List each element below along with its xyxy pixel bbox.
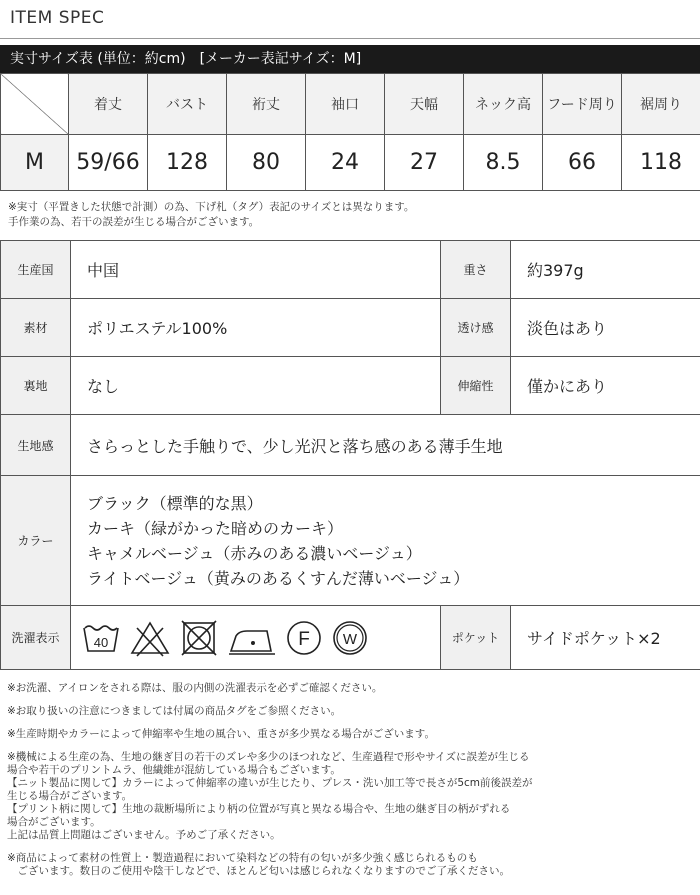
lining-label: 裏地 <box>1 357 71 415</box>
wash-40-icon <box>81 618 121 658</box>
size-cell: M <box>1 135 69 191</box>
note-line: 【プリント柄に関して】生地の裁断場所により柄の位置が写真と異なる場合や、生地の継ぎ目の柄がずれる <box>7 803 511 815</box>
column-header: 裄丈 <box>227 74 306 135</box>
stretch-value: 僅かにあり <box>511 357 700 415</box>
stretch-label: 伸縮性 <box>441 357 511 415</box>
wet-clean-w-icon <box>331 619 369 657</box>
measurement-cell: 128 <box>148 135 227 191</box>
measurement-cell: 24 <box>306 135 385 191</box>
column-header: バスト <box>148 74 227 135</box>
measurement-cell: 80 <box>227 135 306 191</box>
column-header: 裾周り <box>622 74 700 135</box>
spec-table <box>0 240 700 670</box>
texture-label: 生地感 <box>1 415 71 476</box>
color-list <box>71 476 700 606</box>
color-item: ライトベージュ（黄みのあるくすんだ薄いベージュ） <box>87 568 470 588</box>
material-value: ポリエステル100% <box>71 299 441 357</box>
note-line: ※お洗濯、アイロンをされる際は、服の内側の洗濯表示を必ずご確認ください。 <box>7 682 383 694</box>
note-line: ※商品によって素材の性質上・製造過程において染料などの特有の匂いが多少強く感じられるものも <box>7 852 478 864</box>
note-line: ※機械による生産の為、生地の継ぎ目の若干のズレや多少のほつれなど、生産過程で形やサイズに誤差が生じる <box>7 751 530 763</box>
measurement-cell: 118 <box>622 135 700 191</box>
weight-value: 約397g <box>511 241 700 299</box>
size-note <box>8 200 414 230</box>
note-line: ※お取り扱いの注意につきましては付属の商品タグをご参照ください。 <box>7 705 342 717</box>
table-row <box>1 299 700 357</box>
note-line: ※生産時期やカラーによって伸縮率や生地の風合い、重さが多少異なる場合がございます。 <box>7 728 435 740</box>
color-item: キャメルベージュ（赤みのある濃いベージュ） <box>87 543 422 563</box>
measurement-cell: 66 <box>543 135 622 191</box>
size-table-caption: 実寸サイズ表 (単位：約cm) [メーカー表記サイズ：M] <box>0 45 700 73</box>
section-header <box>0 0 700 40</box>
no-tumble-dry-icon <box>179 618 219 658</box>
note-line: 上記は品質上問題はございません。予めご了承ください。 <box>7 829 281 841</box>
table-row <box>1 606 700 670</box>
measurement-cell: 59/66 <box>69 135 148 191</box>
column-header: 着丈 <box>69 74 148 135</box>
wash-icons-cell <box>71 606 441 670</box>
sheer-label: 透け感 <box>441 299 511 357</box>
measurement-cell: 27 <box>385 135 464 191</box>
column-header: フード周り <box>543 74 622 135</box>
color-item: ブラック（標準的な黒） <box>87 493 263 513</box>
note-line: 場合がございます。 <box>7 816 101 828</box>
note-line: 場合や若干のプリントムラ、他繊維が混紡している場合もございます。 <box>7 764 341 776</box>
size-note-line: ※実寸（平置きした状態で計測）の為、下げ札（タグ）表記のサイズとは異なります。 <box>8 201 415 213</box>
column-header: ネック高 <box>464 74 543 135</box>
column-header: 袖口 <box>306 74 385 135</box>
size-table <box>0 45 700 191</box>
color-item: カーキ（緑がかった暗めのカーキ） <box>87 518 344 538</box>
color-label: カラー <box>1 476 71 606</box>
pocket-value: サイドポケット×2 <box>511 606 700 670</box>
dry-clean-letter: F <box>298 628 310 650</box>
pocket-label: ポケット <box>441 606 511 670</box>
lining-value: なし <box>71 357 441 415</box>
weight-label: 重さ <box>441 241 511 299</box>
iron-low-icon <box>227 618 277 658</box>
section-title: ITEM SPEC <box>10 8 105 28</box>
note-line: ございます。数日のご使用や陰干しなどで、ほとんど匂いは感じられなくなりますのでご了承ください。 <box>7 865 510 877</box>
table-row <box>1 476 700 606</box>
material-label: 素材 <box>1 299 71 357</box>
size-note-line: 手作業の為、若干の誤差が生じる場合がございます。 <box>8 216 260 228</box>
header-divider <box>0 38 700 39</box>
sheer-value: 淡色はあり <box>511 299 700 357</box>
note-line: 【ニット製品に関して】カラーによって伸縮率の違いが生じたり、プレス・洗い加工等で長さが5cm前後誤差が <box>7 777 533 789</box>
no-bleach-icon <box>129 618 171 658</box>
table-row <box>1 415 700 476</box>
wash-temp-text: 40 <box>93 634 109 650</box>
table-row <box>1 357 700 415</box>
texture-value: さらっとした手触りで、少し光沢と落ち感のある薄手生地 <box>71 415 700 476</box>
corner-cell <box>1 74 69 135</box>
wash-label: 洗濯表示 <box>1 606 71 670</box>
wet-clean-letter: W <box>342 630 358 648</box>
measurement-cell: 8.5 <box>464 135 543 191</box>
table-row <box>1 135 700 191</box>
origin-value: 中国 <box>71 241 441 299</box>
column-header: 天幅 <box>385 74 464 135</box>
note-line: 生じる場合がございます。 <box>7 790 133 802</box>
wash-icons <box>81 618 440 658</box>
dry-clean-f-icon <box>285 619 323 657</box>
size-table-header-row <box>1 74 700 135</box>
notes <box>7 682 697 878</box>
table-row <box>1 241 700 299</box>
origin-label: 生産国 <box>1 241 71 299</box>
